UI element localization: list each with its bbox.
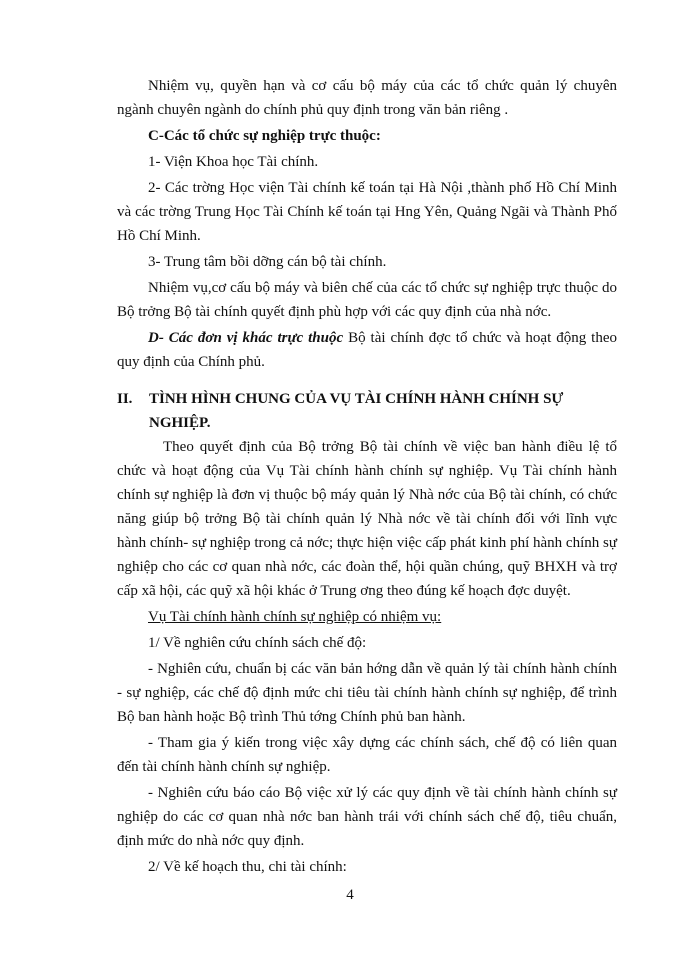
- list-item-c1: 1- Viện Khoa học Tài chính.: [148, 154, 319, 170]
- section-d-text: Bộ tài chính đợc tổ chức và hoạt động theo quy định của Chính phủ.: [117, 330, 617, 370]
- subheading-policy-research: 1/ Về nghiên cứu chính sách chế độ:: [148, 635, 367, 651]
- paragraph-duties-intro: [117, 605, 617, 629]
- paragraph-management-orgs: Nhiệm vụ, quyền hạn và cơ cấu bộ máy của các tổ chức quản lý chuyên ngành chuyên ngành do chính phủ quy định trong văn bản riêng .: [117, 78, 617, 118]
- page-body: [117, 74, 617, 879]
- paragraph-c-duties: Nhiệm vụ,cơ cấu bộ máy và biên chế của các tổ chức sự nghiệp trực thuộc do Bộ trởng Bộ tài chính quyết định phù hợp với các quy định của nhà nớc.: [117, 280, 617, 320]
- paragraph-department-role: Theo quyết định của Bộ trởng Bộ tài chính về việc ban hành điều lệ tổ chức và hoạt động của Vụ Tài chính hành chính sự nghiệp. Vụ Tài chính hành chính sự nghiệp là đơn vị thuộc bộ máy quản lý Nhà nớc của Bộ tài chính, có chức năng giúp bộ trởng Bộ tài chính quản lý Nhà nớc về tài chính đối với lĩnh vực hành chính- sự nghiệp trong cả nớc; thực hiện việc cấp phát kinh phí hành chính sự nghiệp cho các cơ quan nhà nớc, các đoàn thể, hội quần chúng, quỹ BHXH và trợ cấp xã hội, các quỹ xã hội khác ở Trung ơng theo đúng kế hoạch đợc duyệt.: [117, 439, 617, 599]
- duties-intro-text: Vụ Tài chính hành chính sự nghiệp có nhiệm vụ:: [148, 609, 442, 625]
- paragraph-research-guidance: - Nghiên cứu, chuẩn bị các văn bản hớng dẫn về quản lý tài chính hành chính - sự nghiệp, các chế độ định mức chi tiêu tài chính hành chính sự nghiệp, để trình Bộ ban hành hoặc Bộ trình Thủ tớng Chính phủ ban hành.: [117, 661, 617, 725]
- page-number: 4: [346, 887, 354, 903]
- heading-section-c: C-Các tổ chức sự nghiệp trực thuộc:: [148, 128, 381, 144]
- section-ii-number: II.: [117, 391, 133, 407]
- list-item-c2: 2- Các trờng Học viện Tài chính kế toán tại Hà Nội ,thành phố Hồ Chí Minh và các trờng Trung Học Tài Chính kế toán tại Hng Yên, Quảng Ngãi và Thành Phố Hồ Chí Minh.: [117, 180, 617, 244]
- paragraph-report-handling: - Nghiên cứu báo cáo Bộ việc xử lý các quy định về tài chính hành chính sự nghiệp do các cơ quan nhà nớc ban hành trái với chính sách chế độ, tiêu chuẩn, định mức do nhà nớc quy định.: [117, 785, 617, 849]
- paragraph-policy-input: - Tham gia ý kiến trong việc xây dựng các chính sách, chế độ có liên quan đến tài chính hành chính sự nghiệp.: [117, 735, 617, 775]
- heading-section-d: D- Các đơn vị khác trực thuộc: [148, 330, 344, 346]
- heading-section-ii: [117, 387, 617, 435]
- subheading-revenue-expense: 2/ Về kế hoạch thu, chi tài chính:: [148, 859, 347, 875]
- list-item-c3: 3- Trung tâm bồi dỡng cán bộ tài chính.: [148, 254, 387, 270]
- section-ii-title: TÌNH HÌNH CHUNG CỦA VỤ TÀI CHÍNH HÀNH CHÍNH SỰ NGHIỆP.: [149, 391, 564, 431]
- paragraph-section-d: [117, 326, 617, 374]
